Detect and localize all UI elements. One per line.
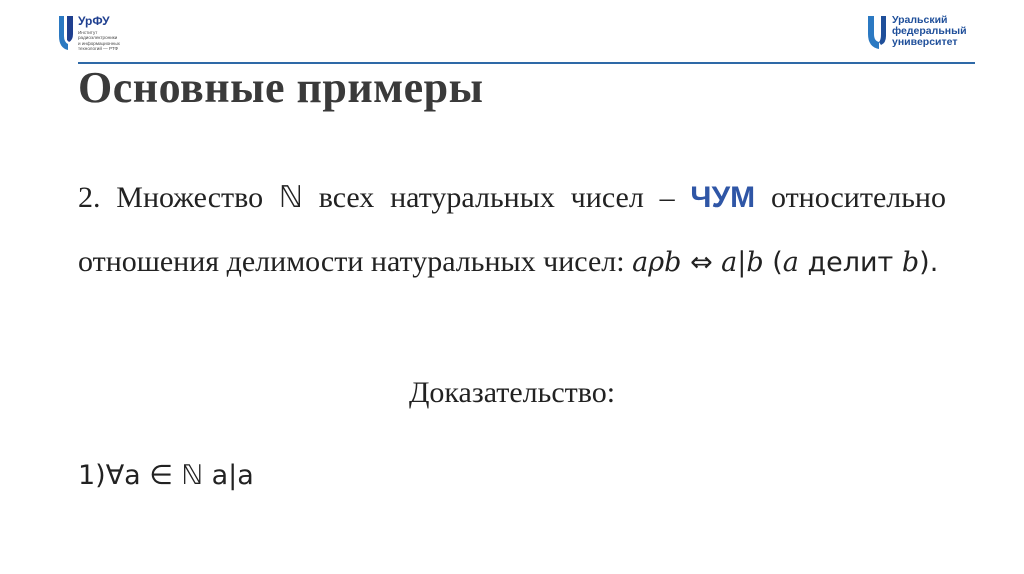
slide-title: Основные примеры	[78, 63, 484, 112]
university-logo-icon	[866, 16, 888, 50]
poset-term: ЧУМ	[690, 181, 756, 214]
urfu-irit-logo	[56, 14, 146, 58]
urfu-university-logo	[866, 14, 986, 54]
urfu-logo-icon	[56, 14, 76, 54]
logo-institute-text: Институт радиоэлектроники и информационных технологий — РТФ	[78, 30, 120, 52]
proof-step-1: 1)∀a ∈ ℕ a|a	[78, 460, 254, 491]
example-paragraph: 2. Множество ℕ всех натуральных чисел – ЧУМ относительно отношения делимости натуральных чисел: aρb ⇔ a|b (a делит b).	[78, 181, 946, 278]
logo-brand: УрФУ	[78, 14, 110, 28]
university-name: Уральский федеральный университет	[892, 14, 967, 48]
proof-heading: Доказательство:	[408, 376, 616, 409]
